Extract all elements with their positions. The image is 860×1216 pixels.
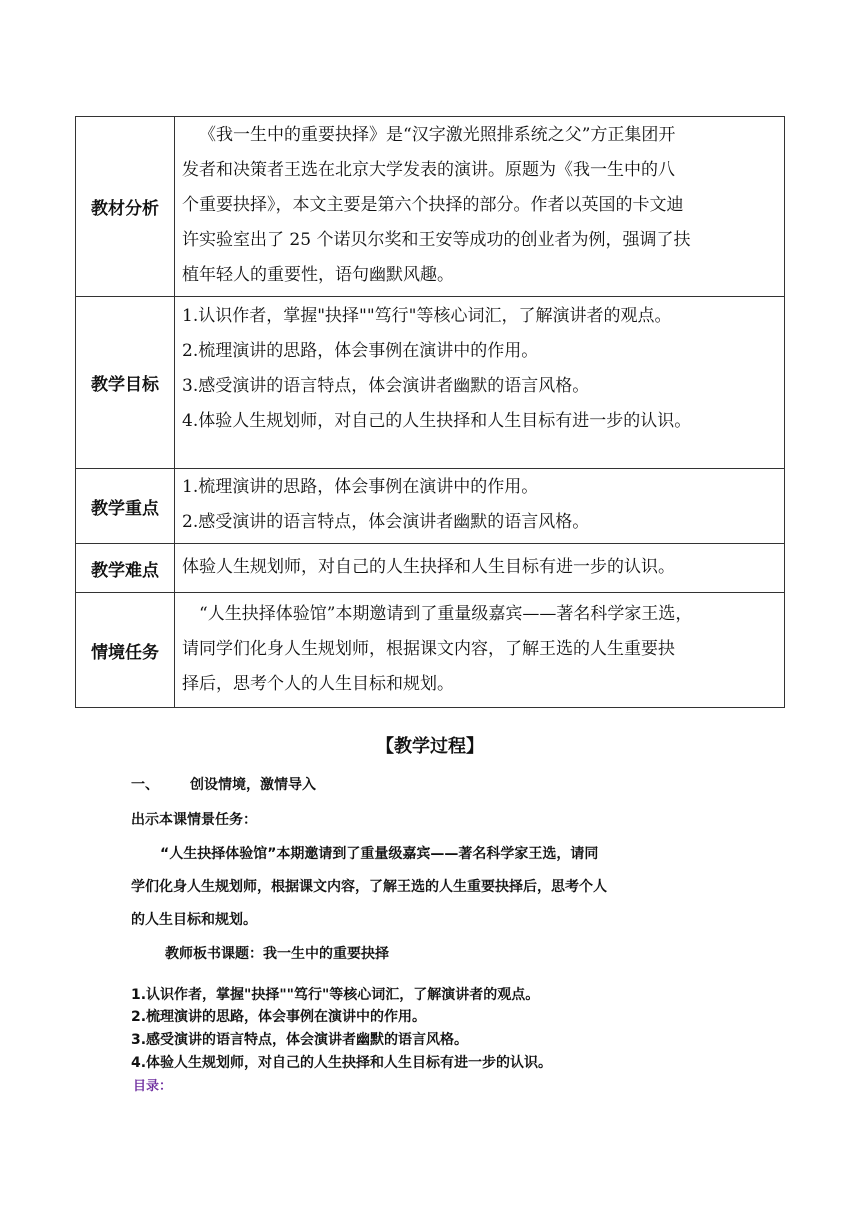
goal-item: 3.感受演讲的语言特点，体会演讲者幽默的语言风格。 <box>131 1032 469 1048</box>
table-row-key-points <box>76 469 785 544</box>
toc-label: 目录： <box>133 1079 173 1094</box>
table-row-difficulties <box>76 544 785 593</box>
row-content <box>175 544 785 593</box>
goal-item: 4.体验人生规划师，对自己的人生抉择和人生目标有进一步的认识。 <box>131 1055 553 1071</box>
lesson-plan-table <box>75 116 785 708</box>
section-title: 【教学过程】 <box>376 736 484 757</box>
row-label: 教学目标 <box>76 297 175 469</box>
content-line: 植年轻人的重要性，语句幽默风趣。 <box>182 265 454 285</box>
task-line: “人生抉择体验馆”本期邀请到了重量级嘉宾——著名科学家王选，请同 <box>160 846 599 862</box>
table-row-situation-task <box>76 593 785 708</box>
row-content <box>175 593 785 708</box>
content-line: 个重要抉择》，本文主要是第六个抉择的部分。作者以英国的卡文迪 <box>182 195 684 215</box>
board-title: 教师板书课题：我一生中的重要抉择 <box>165 946 389 962</box>
content-line: 许实验室出了 25 个诺贝尔奖和王安等成功的创业者为例，强调了扶 <box>182 230 691 250</box>
goal-item: 2.梳理演讲的思路，体会事例在演讲中的作用。 <box>131 1009 427 1025</box>
row-content <box>175 297 785 469</box>
content-line: 4.体验人生规划师，对自己的人生抉择和人生目标有进一步的认识。 <box>182 411 692 431</box>
row-label: 教材分析 <box>76 117 175 297</box>
row-label: 教学重点 <box>76 469 175 544</box>
content-line: 择后，思考个人的人生目标和规划。 <box>182 673 454 694</box>
content-line: 1.梳理演讲的思路，体会事例在演讲中的作用。 <box>182 477 539 497</box>
row-content <box>175 469 785 544</box>
content-line: 1.认识作者，掌握"抉择""笃行"等核心词汇，了解演讲者的观点。 <box>182 306 672 326</box>
table-row-teaching-goals <box>76 297 785 469</box>
task-label: 出示本课情景任务： <box>131 812 257 828</box>
content-line: “人生抉择体验馆”本期邀请到了重量级嘉宾——著名科学家王选， <box>199 603 693 624</box>
content-line: 请同学们化身人生规划师，根据课文内容，了解王选的人生重要抉 <box>182 638 675 659</box>
content-line: 2.梳理演讲的思路，体会事例在演讲中的作用。 <box>182 341 539 361</box>
row-content <box>175 117 785 297</box>
task-line: 的人生目标和规划。 <box>131 912 257 928</box>
content-line: 发者和决策者王选在北京大学发表的演讲。原题为《我一生中的八 <box>182 160 675 180</box>
section-heading: 创设情境，激情导入 <box>190 777 316 793</box>
table-row-textbook-analysis <box>76 117 785 297</box>
content-line: 3.感受演讲的语言特点，体会演讲者幽默的语言风格。 <box>182 376 590 396</box>
content-line: 2.感受演讲的语言特点，体会演讲者幽默的语言风格。 <box>182 512 590 532</box>
content-line: 《我一生中的重要抉择》是“汉字激光照排系统之父”方正集团开 <box>199 125 676 145</box>
goal-item: 1.认识作者，掌握"抉择""笃行"等核心词汇，了解演讲者的观点。 <box>131 987 540 1003</box>
section-number: 一、 <box>131 777 159 793</box>
row-label: 教学难点 <box>76 544 175 593</box>
row-label: 情境任务 <box>76 593 175 708</box>
content-line: 体验人生规划师，对自己的人生抉择和人生目标有进一步的认识。 <box>182 556 675 577</box>
task-line: 学们化身人生规划师，根据课文内容，了解王选的人生重要抉择后，思考个人 <box>131 879 607 895</box>
